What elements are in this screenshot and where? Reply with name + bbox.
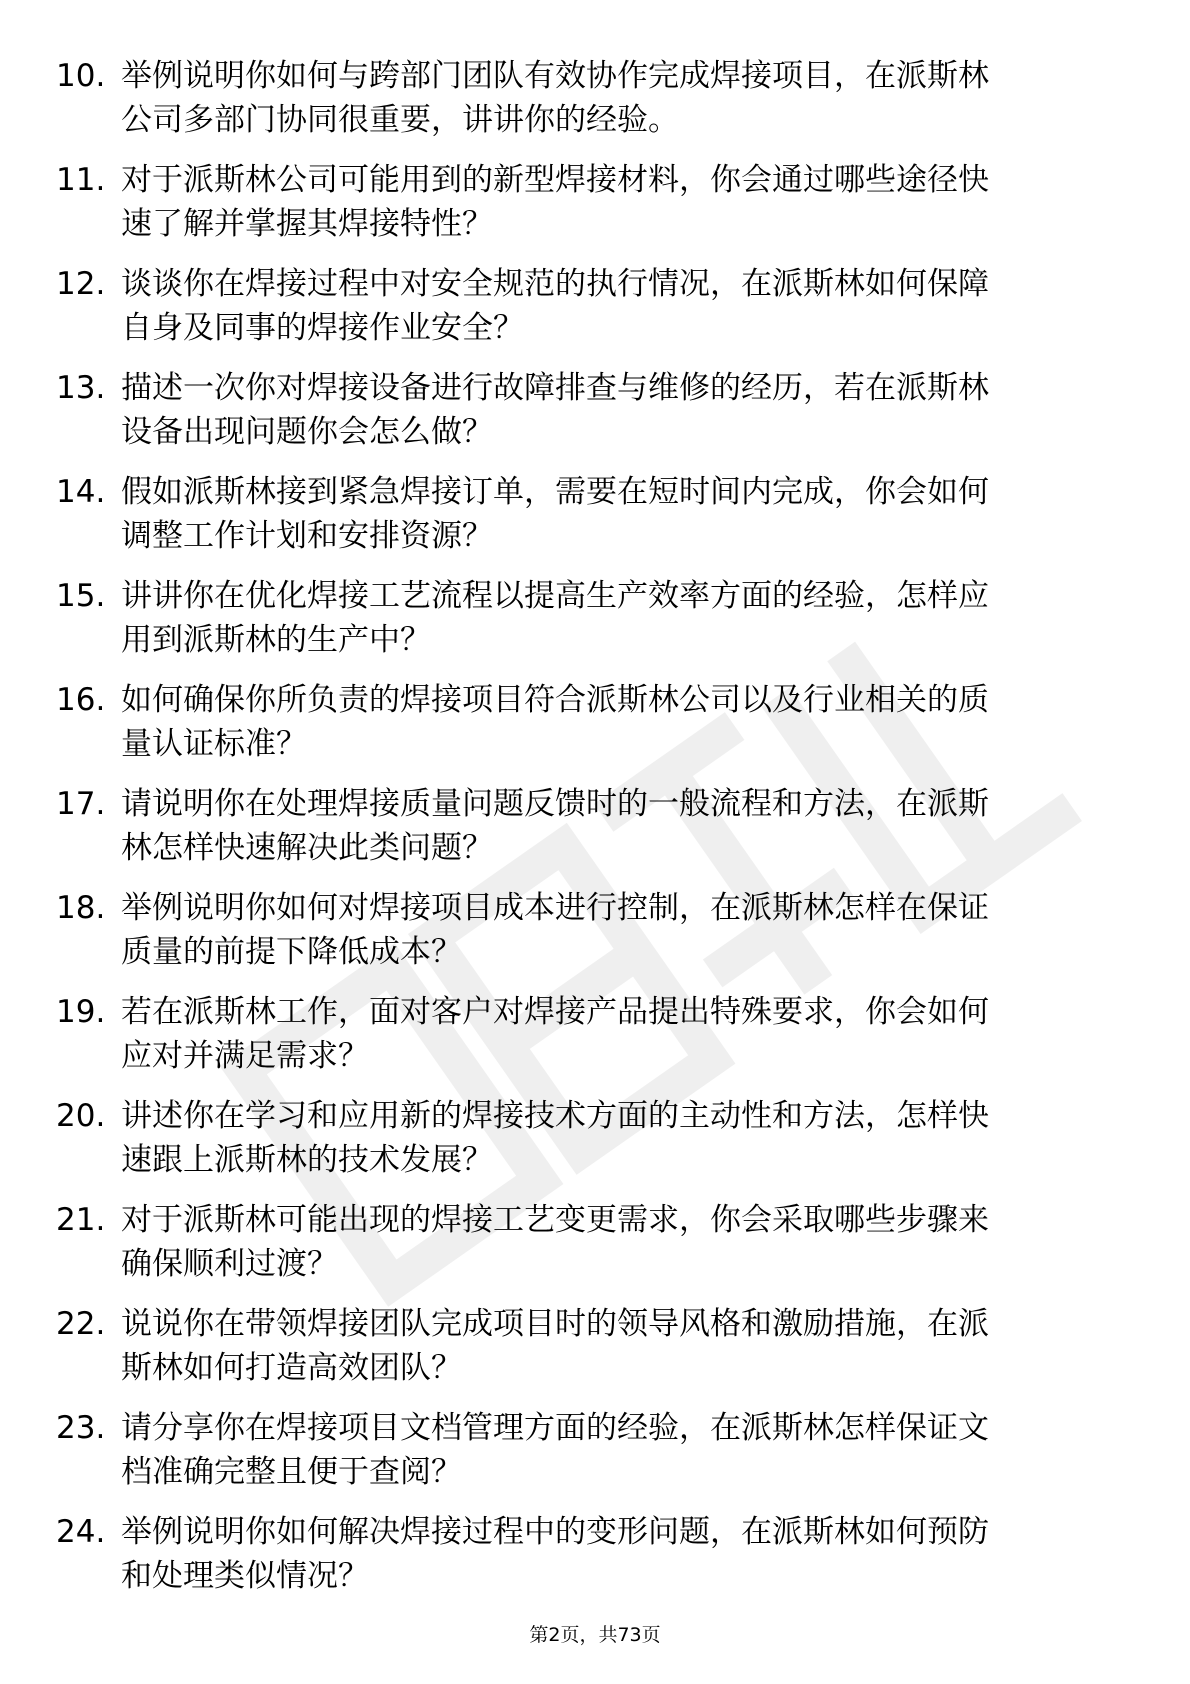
question-item (56, 886, 1116, 990)
question-number: 11. (56, 162, 106, 198)
question-item (56, 1094, 1116, 1198)
question-item (56, 1302, 1116, 1406)
question-text: 请说明你在处理焊接质量问题反馈时的一般流程和方法，在派斯 林怎样快速解决此类问题？ (121, 786, 989, 866)
question-number: 24. (56, 1514, 106, 1550)
question-text: 举例说明你如何对焊接项目成本进行控制，在派斯林怎样在保证 质量的前提下降低成本？ (121, 890, 989, 970)
question-text: 讲述你在学习和应用新的焊接技术方面的主动性和方法，怎样快 速跟上派斯林的技术发展？ (121, 1098, 989, 1178)
question-number: 14. (56, 474, 106, 510)
question-item (56, 470, 1116, 574)
question-number: 12. (56, 266, 106, 302)
question-item (56, 1198, 1116, 1302)
question-list (56, 54, 1116, 1614)
question-item (56, 262, 1116, 366)
question-number: 15. (56, 578, 106, 614)
question-text: 若在派斯林工作，面对客户对焊接产品提出特殊要求，你会如何 应对并满足需求？ (121, 994, 989, 1074)
page-number-label: 第2页，共73页 (529, 1624, 661, 1646)
question-text: 举例说明你如何解决焊接过程中的变形问题，在派斯林如何预防 和处理类似情况？ (121, 1514, 989, 1594)
question-number: 23. (56, 1410, 106, 1446)
question-text: 谈谈你在焊接过程中对安全规范的执行情况，在派斯林如何保障 自身及同事的焊接作业安全？ (121, 266, 989, 346)
question-number: 10. (56, 58, 106, 94)
question-number: 18. (56, 890, 106, 926)
question-item (56, 574, 1116, 678)
question-text: 举例说明你如何与跨部门团队有效协作完成焊接项目，在派斯林 公司多部门协同很重要，讲讲你的经验。 (121, 58, 989, 138)
question-text: 讲讲你在优化焊接工艺流程以提高生产效率方面的经验，怎样应 用到派斯林的生产中？ (121, 578, 989, 658)
question-number: 19. (56, 994, 106, 1030)
question-text: 假如派斯林接到紧急焊接订单，需要在短时间内完成，你会如何 调整工作计划和安排资源？ (121, 474, 989, 554)
question-text: 请分享你在焊接项目文档管理方面的经验，在派斯林怎样保证文 档准确完整且便于查阅？ (121, 1410, 989, 1490)
question-number: 17. (56, 786, 106, 822)
question-item (56, 54, 1116, 158)
question-number: 21. (56, 1202, 106, 1238)
page-footer (0, 1622, 1190, 1648)
question-item (56, 158, 1116, 262)
question-item (56, 990, 1116, 1094)
question-item (56, 366, 1116, 470)
question-text: 对于派斯林公司可能用到的新型焊接材料，你会通过哪些途径快 速了解并掌握其焊接特性？ (121, 162, 989, 242)
question-text: 描述一次你对焊接设备进行故障排查与维修的经历，若在派斯林 设备出现问题你会怎么做？ (121, 370, 989, 450)
question-number: 16. (56, 682, 106, 718)
question-number: 13. (56, 370, 106, 406)
question-number: 22. (56, 1306, 106, 1342)
question-item (56, 782, 1116, 886)
question-text: 如何确保你所负责的焊接项目符合派斯林公司以及行业相关的质 量认证标准？ (121, 682, 989, 762)
question-item (56, 1510, 1116, 1614)
question-number: 20. (56, 1098, 106, 1134)
question-item (56, 1406, 1116, 1510)
question-item (56, 678, 1116, 782)
question-text: 对于派斯林可能出现的焊接工艺变更需求，你会采取哪些步骤来 确保顺利过渡？ (121, 1202, 989, 1282)
question-text: 说说你在带领焊接团队完成项目时的领导风格和激励措施，在派 斯林如何打造高效团队？ (121, 1306, 989, 1386)
